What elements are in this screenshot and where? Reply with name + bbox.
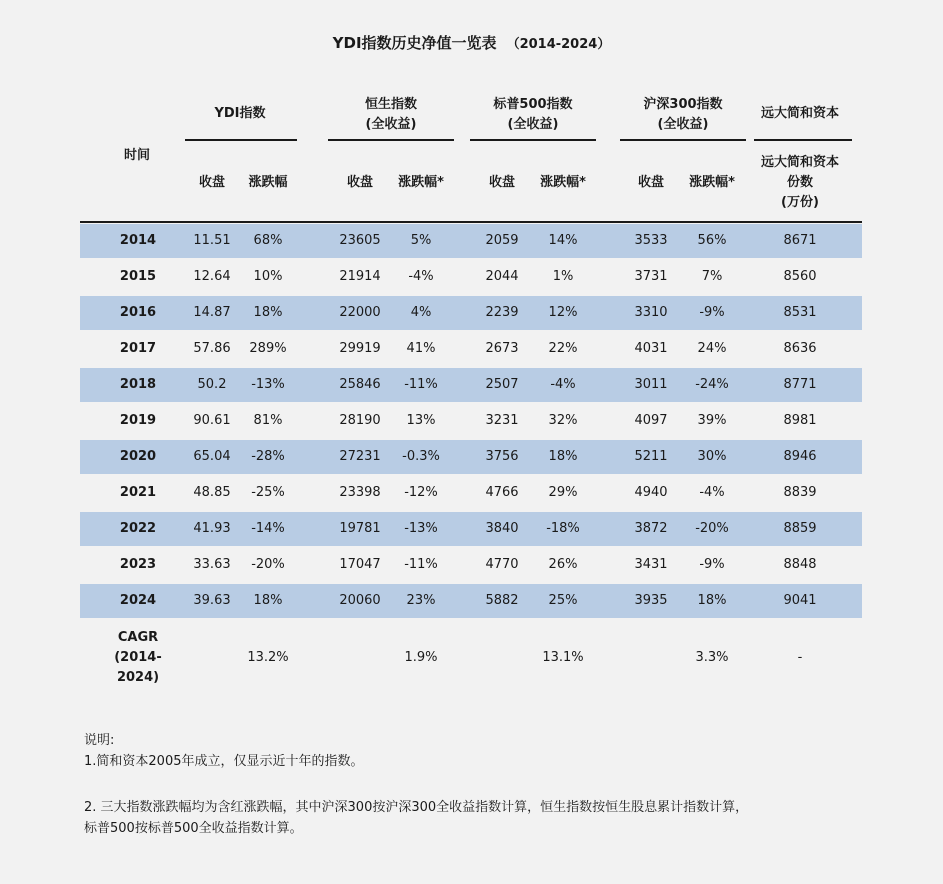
header-sp500-name: 标普500指数 [493, 97, 573, 112]
ydi-change-cell: -20% [251, 557, 285, 572]
sp500-close-cell: 2239 [485, 305, 519, 320]
csi300-close-cell: 4031 [634, 341, 668, 356]
csi300-close-cell: 5211 [634, 449, 668, 464]
sub-ydi-change: 涨跌幅 [248, 175, 288, 190]
header-hsi-name: 恒生指数 [364, 97, 417, 112]
csi300-change-cell: 56% [697, 233, 727, 248]
header-hsi-note: (全收益) [365, 117, 417, 132]
header-time: 时间 [123, 148, 150, 163]
header-hsi [328, 95, 454, 135]
table-row [80, 332, 862, 366]
hsi-close-cell: 22000 [339, 305, 381, 320]
cagr-fund: - [797, 650, 803, 665]
ydi-close-cell: 65.04 [193, 449, 231, 464]
csi300-change-cell: -9% [699, 557, 725, 572]
table-row [80, 404, 862, 438]
csi300-change-cell: -4% [699, 485, 725, 500]
sub-sp500-close: 收盘 [488, 175, 515, 190]
sub-fund-shares-l1: 远大简和资本 [760, 155, 839, 170]
csi300-close-cell: 3935 [634, 593, 668, 608]
fund-group-line [754, 139, 852, 141]
hsi-close-cell: 27231 [339, 449, 381, 464]
csi300-change-cell: -9% [699, 305, 725, 320]
header-bottom-line [80, 221, 862, 223]
sp500-close-cell: 3231 [485, 413, 519, 428]
sp500-change-cell: 12% [548, 305, 578, 320]
hsi-close-cell: 23605 [339, 233, 381, 248]
hsi-group-line [328, 139, 454, 141]
sp500-group-line [470, 139, 596, 141]
ydi-change-cell: 68% [253, 233, 283, 248]
title-text: YDI指数历史净值一览表 [332, 34, 497, 52]
year-cell: 2022 [119, 521, 157, 536]
sub-sp500-change: 涨跌幅* [540, 175, 586, 190]
ydi-close-cell: 41.93 [193, 521, 231, 536]
sp500-close-cell: 2507 [485, 377, 519, 392]
year-cell: 2020 [119, 449, 157, 464]
page-title [0, 32, 943, 53]
year-cell: 2018 [119, 377, 157, 392]
cagr-sp500: 13.1% [542, 650, 584, 665]
ydi-close-cell: 12.64 [193, 269, 231, 284]
sp500-change-cell: 14% [548, 233, 578, 248]
fund-shares-cell: 8636 [783, 341, 817, 356]
cagr-label-l3: 2024) [116, 670, 160, 685]
sp500-change-cell: -18% [546, 521, 580, 536]
sp500-close-cell: 4770 [485, 557, 519, 572]
csi300-change-cell: 24% [697, 341, 727, 356]
notes-heading: 说明: [84, 733, 115, 748]
hsi-change-cell: -13% [404, 521, 438, 536]
sp500-change-cell: 26% [548, 557, 578, 572]
csi300-change-cell: -20% [695, 521, 729, 536]
hsi-close-cell: 23398 [339, 485, 381, 500]
sp500-close-cell: 5882 [485, 593, 519, 608]
csi300-close-cell: 3533 [634, 233, 668, 248]
hsi-close-cell: 25846 [339, 377, 381, 392]
ydi-group-line [185, 139, 297, 141]
fund-shares-cell: 8671 [783, 233, 817, 248]
ydi-change-cell: 81% [253, 413, 283, 428]
ydi-close-cell: 48.85 [193, 485, 231, 500]
header-sp500-note: (全收益) [507, 117, 559, 132]
ydi-close-cell: 90.61 [193, 413, 231, 428]
sp500-change-cell: -4% [550, 377, 576, 392]
ydi-change-cell: 18% [253, 593, 283, 608]
csi300-close-cell: 4097 [634, 413, 668, 428]
csi300-change-cell: 30% [697, 449, 727, 464]
sp500-change-cell: 25% [548, 593, 578, 608]
hsi-change-cell: -0.3% [402, 449, 440, 464]
hsi-change-cell: 23% [406, 593, 436, 608]
ydi-close-cell: 11.51 [193, 233, 231, 248]
sp500-change-cell: 1% [552, 269, 574, 284]
sp500-close-cell: 3840 [485, 521, 519, 536]
hsi-change-cell: -12% [404, 485, 438, 500]
year-cell: 2023 [119, 557, 157, 572]
table-row [80, 440, 862, 474]
ydi-change-cell: -14% [251, 521, 285, 536]
fund-shares-cell: 8531 [783, 305, 817, 320]
hsi-change-cell: -11% [404, 557, 438, 572]
sub-csi300-change: 涨跌幅* [689, 175, 735, 190]
sub-hsi-change: 涨跌幅* [398, 175, 444, 190]
year-cell: 2016 [119, 305, 157, 320]
header-ydi: YDI指数 [214, 106, 266, 121]
sub-csi300-close: 收盘 [637, 175, 664, 190]
hsi-change-cell: 13% [406, 413, 436, 428]
year-cell: 2014 [119, 233, 157, 248]
ydi-change-cell: -28% [251, 449, 285, 464]
fund-shares-cell: 8859 [783, 521, 817, 536]
ydi-change-cell: 289% [249, 341, 287, 356]
ydi-change-cell: -25% [251, 485, 285, 500]
hsi-change-cell: -11% [404, 377, 438, 392]
ydi-change-cell: -13% [251, 377, 285, 392]
csi300-change-cell: -24% [695, 377, 729, 392]
sub-ydi-close: 收盘 [198, 175, 225, 190]
fund-shares-cell: 8560 [783, 269, 817, 284]
sp500-close-cell: 2673 [485, 341, 519, 356]
ydi-change-cell: 10% [253, 269, 283, 284]
ydi-close-cell: 50.2 [197, 377, 227, 392]
hsi-close-cell: 17047 [339, 557, 381, 572]
sp500-close-cell: 2044 [485, 269, 519, 284]
hsi-close-cell: 29919 [339, 341, 381, 356]
table-row [80, 476, 862, 510]
cagr-ydi: 13.2% [247, 650, 289, 665]
table-row [80, 548, 862, 582]
header-fund: 远大简和资本 [760, 106, 839, 121]
table-row [80, 512, 862, 546]
ydi-close-cell: 33.63 [193, 557, 231, 572]
header-csi300-note: (全收益) [657, 117, 709, 132]
csi300-close-cell: 3872 [634, 521, 668, 536]
hsi-close-cell: 28190 [339, 413, 381, 428]
hsi-change-cell: 41% [406, 341, 436, 356]
sp500-change-cell: 29% [548, 485, 578, 500]
hsi-change-cell: -4% [408, 269, 434, 284]
fund-shares-cell: 8981 [783, 413, 817, 428]
table-row [80, 368, 862, 402]
header-csi300-name: 沪深300指数 [643, 97, 723, 112]
sp500-change-cell: 18% [548, 449, 578, 464]
hsi-change-cell: 4% [410, 305, 432, 320]
sp500-close-cell: 2059 [485, 233, 519, 248]
hsi-close-cell: 20060 [339, 593, 381, 608]
sp500-close-cell: 3756 [485, 449, 519, 464]
fund-shares-cell: 9041 [783, 593, 817, 608]
csi300-group-line [620, 139, 746, 141]
sub-fund-shares-l2: 份数 [786, 175, 813, 190]
note-2-line2: 标普500按标普500全收益指数计算。 [84, 821, 303, 836]
fund-shares-cell: 8848 [783, 557, 817, 572]
csi300-change-cell: 18% [697, 593, 727, 608]
year-cell: 2017 [119, 341, 157, 356]
table-row [80, 224, 862, 258]
table-row [80, 584, 862, 618]
cagr-label-l2: (2014- [114, 650, 162, 665]
csi300-close-cell: 3310 [634, 305, 668, 320]
sub-fund-shares-l3: (万份) [781, 195, 819, 210]
cagr-hsi: 1.9% [404, 650, 438, 665]
cagr-label [98, 628, 178, 688]
year-cell: 2021 [119, 485, 157, 500]
table-row [80, 260, 862, 294]
csi300-close-cell: 3431 [634, 557, 668, 572]
ydi-close-cell: 57.86 [193, 341, 231, 356]
csi300-close-cell: 3011 [634, 377, 668, 392]
fund-shares-cell: 8839 [783, 485, 817, 500]
csi300-close-cell: 4940 [634, 485, 668, 500]
csi300-close-cell: 3731 [634, 269, 668, 284]
hsi-close-cell: 21914 [339, 269, 381, 284]
ydi-close-cell: 39.63 [193, 593, 231, 608]
cagr-csi300: 3.3% [695, 650, 729, 665]
sp500-change-cell: 22% [548, 341, 578, 356]
year-cell: 2019 [119, 413, 157, 428]
note-1: 1.简和资本2005年成立，仅显示近十年的指数。 [84, 754, 364, 769]
fund-shares-cell: 8946 [783, 449, 817, 464]
ydi-change-cell: 18% [253, 305, 283, 320]
sub-hsi-close: 收盘 [346, 175, 373, 190]
header-sp500 [470, 95, 596, 135]
hsi-close-cell: 19781 [339, 521, 381, 536]
hsi-change-cell: 5% [410, 233, 432, 248]
header-csi300 [620, 95, 746, 135]
fund-shares-cell: 8771 [783, 377, 817, 392]
year-cell: 2024 [119, 593, 157, 608]
sp500-close-cell: 4766 [485, 485, 519, 500]
note-2-line1: 2. 三大指数涨跌幅均为含红涨跌幅，其中沪深300按沪深300全收益指数计算，恒生指数按恒生股息累计指数计算， [84, 800, 749, 815]
ydi-close-cell: 14.87 [193, 305, 231, 320]
table-row [80, 296, 862, 330]
sp500-change-cell: 32% [548, 413, 578, 428]
csi300-change-cell: 39% [697, 413, 727, 428]
csi300-change-cell: 7% [701, 269, 723, 284]
cagr-label-l1: CAGR [117, 630, 159, 645]
year-cell: 2015 [119, 269, 157, 284]
sub-fund-shares [748, 153, 852, 213]
title-range: （2014-2024） [506, 37, 611, 52]
